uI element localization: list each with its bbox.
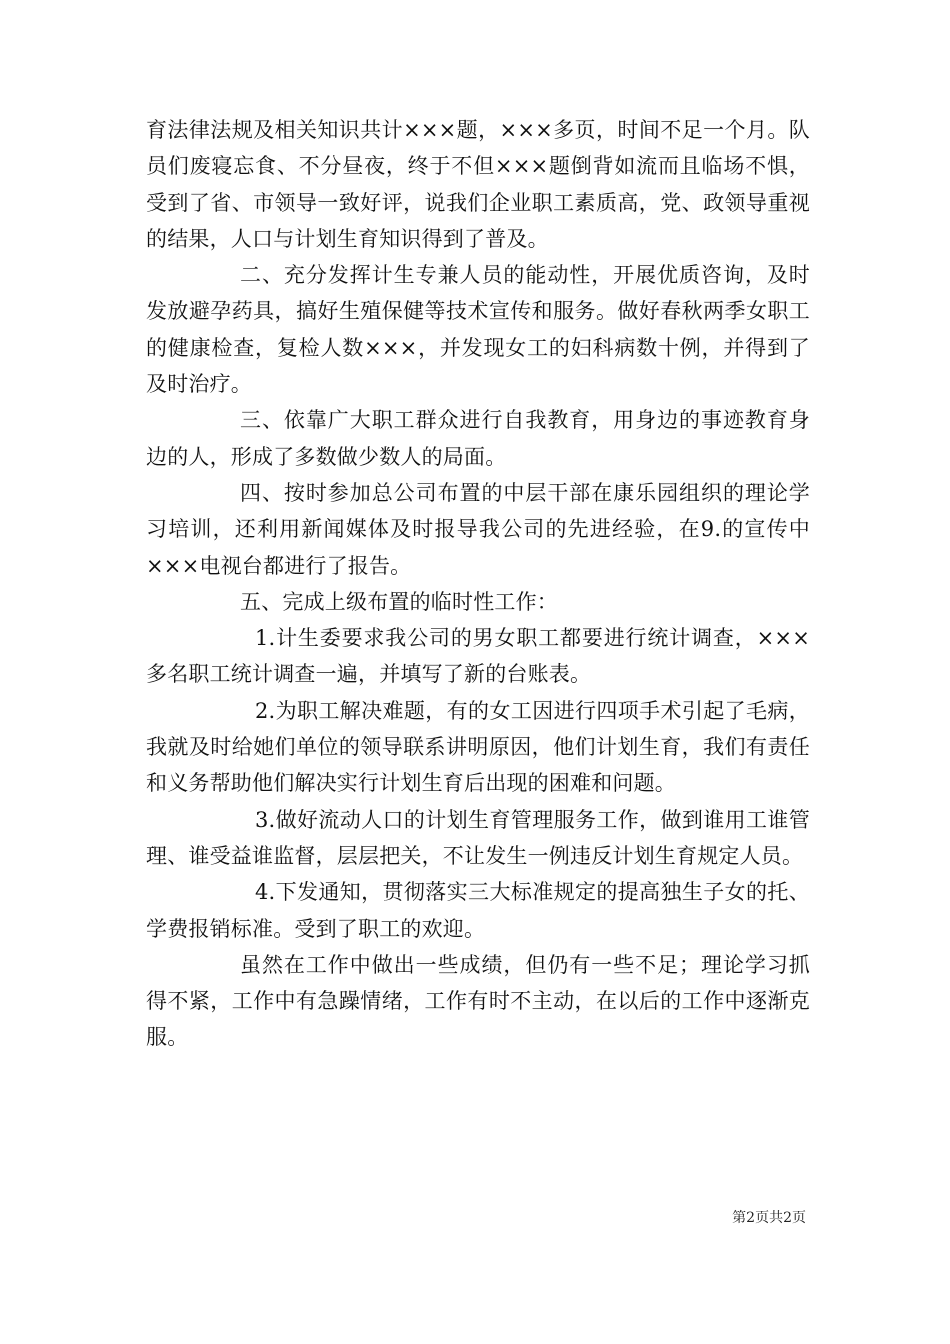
paragraph-conclusion: 虽然在工作中做出一些成绩，但仍有一些不足；理论学习抓得不紧，工作中有急躁情绪，工作有时不主动，在以后的工作中逐渐克服。 [146, 952, 810, 1050]
paragraph-section-3: 三、依靠广大职工群众进行自我教育，用身边的事迹教育身边的人，形成了多数做少数人的局面。 [146, 408, 810, 469]
paragraph-section-5: 五、完成上级布置的临时性工作： [240, 589, 558, 614]
paragraph-continuation: 育法律法规及相关知识共计×××题，×××多页，时间不足一个月。队员们废寝忘食、不分昼夜，终于不但×××题倒背如流而且临场不惧，受到了省、市领导一致好评，说我们企业职工素质高，党、政领导重视的结果，人口与计划生育知识得到了普及。 [146, 118, 810, 251]
paragraph-item-1: 1.计生委要求我公司的男女职工都要进行统计调查，×××多名职工统计调查一遍，并填写了新的台账表。 [146, 626, 810, 687]
paragraph-item-2: 2.为职工解决难题，有的女工因进行四项手术引起了毛病，我就及时给她们单位的领导联系讲明原因，他们计划生育，我们有责任和义务帮助他们解决实行计划生育后出现的困难和问题。 [146, 698, 810, 796]
document-body [146, 112, 810, 1056]
paragraph-section-2: 二、充分发挥计生专兼人员的能动性，开展优质咨询，及时发放避孕药具，搞好生殖保健等技术宣传和服务。做好春秋两季女职工的健康检查，复检人数×××，并发现女工的妇科病数十例，并得到了及时治疗。 [146, 263, 810, 397]
paragraph-item-4: 4.下发通知，贯彻落实三大标准规定的提高独生子女的托、学费报销标准。受到了职工的欢迎。 [146, 880, 810, 941]
page-number-footer: 第2页共2页 [732, 1210, 806, 1226]
paragraph-section-4: 四、按时参加总公司布置的中层干部在康乐园组织的理论学习培训，还利用新闻媒体及时报导我公司的先进经验，在9.的宣传中×××电视台都进行了报告。 [146, 480, 810, 578]
paragraph-item-3: 3.做好流动人口的计划生育管理服务工作，做到谁用工谁管理、谁受益谁监督，层层把关，不让发生一例违反计划生育规定人员。 [146, 807, 810, 868]
